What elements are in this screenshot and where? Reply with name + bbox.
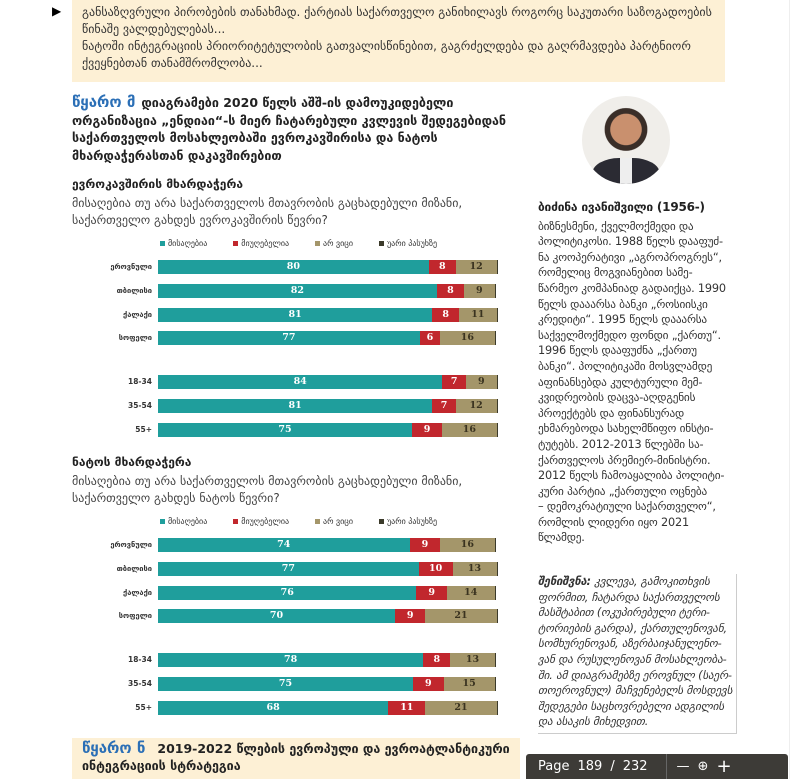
scrollbar[interactable]: [789, 0, 798, 779]
bar-segment: [497, 609, 499, 623]
note-line: ში. ამ დიაგრამებზე ეროვნულ (საერ-: [538, 668, 732, 682]
legend-swatch: [315, 519, 320, 524]
category-label: სოფელი: [118, 333, 152, 342]
legend-label: მისაღებია: [168, 239, 208, 248]
legend-swatch: [379, 241, 384, 246]
bar-segment: 14: [447, 586, 495, 600]
bio-line: ეხმარებოდა სახელმწიფო ინსტი-: [538, 422, 714, 436]
bio-line: ნა კოოპერატივი „აგროპროგრეს“,: [538, 250, 722, 264]
toolbar-divider: [666, 754, 667, 779]
note-line: თოეროვნულ) მაჩვენებელს მოსდევს: [538, 684, 733, 698]
bio-line: პოლიტიკოსი. 1988 წელს დააფუძ-: [538, 235, 723, 249]
bar-segment: 70: [158, 609, 395, 623]
stacked-bar: [158, 399, 498, 413]
stacked-bar: [158, 538, 498, 552]
page-separator: /: [610, 759, 615, 774]
bio-line: რომელიც მოგვიანებით სამე-: [538, 266, 693, 280]
stacked-bar: [158, 308, 498, 322]
legend-label: უარი პასუხზე: [386, 239, 438, 248]
bar-segment: [495, 538, 497, 552]
bar-segment: 16: [442, 423, 496, 437]
note-line: ფორმით, ჩატარდა საქართველოს: [538, 590, 720, 604]
category-label: 35-54: [128, 401, 152, 410]
bar-segment: 9: [464, 284, 495, 298]
bar-segment: [497, 562, 499, 576]
note-line: [538, 574, 732, 590]
chart-row: [90, 308, 505, 322]
bio-line: წელს დააარსა ბანკი „როსიისკი: [538, 297, 708, 311]
bar-segment: 7: [442, 375, 466, 389]
stacked-bar: [158, 562, 498, 576]
category-label: სოფელი: [118, 611, 152, 620]
chart-legend-eu: [160, 239, 437, 248]
bar-segment: 76: [158, 586, 416, 600]
bar-segment: 9: [395, 609, 425, 623]
stacked-bar: [158, 653, 498, 667]
chart-row: [90, 701, 505, 715]
zoom-in-button[interactable]: +: [716, 756, 732, 777]
bio-line: ბიზნესმენი, ქველმოქმედი და: [538, 219, 694, 233]
eu-heading: ევროკავშირის მხარდაჭერა: [72, 177, 243, 191]
note-label: შენიშვნა:: [538, 575, 591, 588]
bar-segment: 12: [456, 260, 497, 274]
chart-row: [90, 653, 505, 667]
bar-segment: 9: [413, 677, 444, 691]
bar-segment: 80: [158, 260, 429, 274]
bar-segment: 77: [158, 562, 419, 576]
collapse-arrow-icon[interactable]: ▶: [52, 4, 62, 18]
quote-line: ნატოში ინტეგრაციის პრიორიტეტულობის გათვალისწინებით, გაგრძელდება და გაღრმავდება პარტნიორ ქვეყნებთან თანამშრომლობა...: [82, 39, 691, 70]
chart-row: [90, 562, 505, 576]
bar-segment: 75: [158, 677, 413, 691]
legend-label: მისაღებია: [168, 517, 208, 526]
bar-segment: 9: [416, 586, 447, 600]
page-label: Page: [538, 759, 570, 774]
zoom-out-button[interactable]: —: [676, 759, 690, 774]
total-pages: 232: [622, 759, 648, 774]
note-line: მასშტაბით (ოკუპირებული ტერი-: [538, 606, 710, 620]
legend-swatch: [160, 519, 165, 524]
source-tag: წყარო მ: [72, 93, 136, 111]
category-label: ეროვნული: [110, 540, 152, 549]
bio-line: კრედიტი“. 1995 წელს დააარსა: [538, 313, 707, 327]
category-label: 35-54: [128, 679, 152, 688]
bar-segment: [497, 308, 499, 322]
bar-segment: [495, 284, 497, 298]
stacked-bar: [158, 701, 498, 715]
chart-legend-nato: [160, 517, 437, 526]
legend-label: მიუღებელია: [241, 517, 290, 526]
category-label: 18-34: [128, 377, 152, 386]
legend-item: [233, 239, 289, 248]
chart-row: [90, 586, 505, 600]
bio-line: პროექტებს და ფინანსურად: [538, 406, 685, 420]
legend-item: [379, 239, 437, 248]
bar-segment: [495, 331, 497, 345]
legend-label: უარი პასუხზე: [386, 517, 438, 526]
source-heading: [72, 94, 527, 164]
next-source-tag: წყარო ნ: [82, 739, 146, 757]
note-text: კვლევა, გამოკითხვის: [590, 575, 710, 588]
category-label: 55+: [135, 425, 152, 434]
next-source-heading: [72, 738, 520, 779]
bar-segment: 13: [453, 562, 497, 576]
bar-segment: 12: [456, 399, 497, 413]
chart-row: [90, 284, 505, 298]
bar-segment: 74: [158, 538, 410, 552]
bio-line: ტუტებს. 2012-2013 წლებში სა-: [538, 437, 704, 451]
bar-segment: 13: [450, 653, 494, 667]
bar-segment: 75: [158, 423, 412, 437]
bar-segment: 81: [158, 308, 432, 322]
legend-item: [160, 239, 207, 248]
bio-line: აფინანსებდა კულტურული მემ-: [538, 375, 703, 389]
bar-segment: 21: [425, 701, 496, 715]
note-box: [538, 574, 737, 734]
chart-row: [90, 423, 505, 437]
bio-line: 1996 წელს დააფუძნა „ქართუ: [538, 344, 697, 358]
bio-line: საქველმოქმედო ფონდი „ქართუ“.: [538, 328, 721, 342]
bar-segment: 8: [423, 653, 450, 667]
bar-segment: 9: [410, 538, 441, 552]
note-line: ვან და რუსულენოვან მოსახლეობა-: [538, 652, 727, 666]
bar-segment: 16: [440, 538, 494, 552]
category-label: ეროვნული: [110, 262, 152, 271]
bio-name: ბიძინა ივანიშვილი (1956-): [538, 200, 705, 214]
bar-segment: 8: [429, 260, 456, 274]
chart-row: [90, 260, 505, 274]
legend-swatch: [160, 241, 165, 246]
category-label: ქალაქი: [123, 310, 152, 319]
bio-line: – დემოკრატიული საქართველო“,: [538, 500, 716, 514]
bio-line: წლამდე.: [538, 531, 585, 545]
portrait-photo: [582, 96, 670, 184]
legend-label: არ ვიცი: [323, 239, 353, 248]
chart-row: [90, 375, 505, 389]
category-label: 55+: [135, 703, 152, 712]
bar-segment: 9: [466, 375, 496, 389]
nato-question: მისაღებია თუ არა საქართველოს მთავრობის გაცხადებული მიზანი, საქართველო გახდეს ნატოს წევრი?: [72, 474, 463, 505]
legend-item: [233, 517, 289, 526]
bar-segment: [497, 375, 499, 389]
bar-segment: 16: [440, 331, 494, 345]
legend-item: [315, 239, 353, 248]
bar-segment: 78: [158, 653, 423, 667]
bio-line: რომლის ლიდერი იყო 2021: [538, 515, 689, 529]
bar-segment: 21: [425, 609, 496, 623]
chart-row: [90, 399, 505, 413]
bar-segment: 11: [388, 701, 425, 715]
next-source-title: 2019-2022 წლების ევროპული და ევროატლანტიკური ინტეგრაციის სტრატეგია: [82, 741, 510, 773]
bar-segment: 10: [419, 562, 453, 576]
stacked-bar: [158, 423, 498, 437]
legend-item: [160, 517, 207, 526]
quote-box: [72, 0, 725, 82]
bar-segment: 77: [158, 331, 420, 345]
stacked-bar: [158, 260, 498, 274]
bar-segment: [495, 586, 497, 600]
bio-line: 2012 წელს ჩამოაყალიბა პოლიტი-: [538, 469, 725, 483]
quote-line: განსაზღვრული პირობების თანახმად. ქარტიას საქართველო განიხილავს როგორც საკუთარი საზოგადოების წინაშე ვალდებულებას...: [82, 5, 712, 36]
legend-swatch: [233, 241, 238, 246]
stacked-bar: [158, 331, 498, 345]
bar-segment: 7: [432, 399, 456, 413]
legend-swatch: [233, 519, 238, 524]
pdf-toolbar: [526, 754, 788, 779]
bio-line: კვიდრეობის დაცვა-აღდგენის: [538, 391, 696, 405]
legend-label: მიუღებელია: [241, 239, 290, 248]
chart-row: [90, 331, 505, 345]
note-line: შედეგები საცხოვრებელი ადგილის: [538, 699, 724, 713]
note-line: ტორიების გარდა), ქართულენოვან,: [538, 621, 727, 635]
stacked-bar: [158, 284, 498, 298]
bio-line: კური პარტია „ქართული ოცნება: [538, 484, 708, 498]
eu-question: მისაღებია თუ არა საქართველოს მთავრობის გაცხადებული მიზანი, საქართველო გახდეს ევროკავშირის წევრი?: [72, 196, 463, 227]
legend-item: [315, 517, 353, 526]
note-line: სომხურენოვან, აზერბაიჯანულენო-: [538, 637, 722, 651]
category-label: 18-34: [128, 655, 152, 664]
chart-row: [90, 677, 505, 691]
legend-label: არ ვიცი: [323, 517, 353, 526]
source-title: დიაგრამები 2020 წელს აშშ-ის დამოუკიდებელი ორგანიზაცია „ენდიაი“-ს მიერ ჩატარებული კვლევის შედეგებიდან საქართველოს მოსახლეობაში ევროკავშირისა და ნატოს მხარდაჭერასთან დაკავშირებით: [72, 95, 507, 163]
bar-segment: 6: [420, 331, 440, 345]
chart-row: [90, 538, 505, 552]
bar-segment: 15: [444, 677, 495, 691]
stacked-bar: [158, 586, 498, 600]
legend-swatch: [315, 241, 320, 246]
stacked-bar: [158, 609, 498, 623]
nato-heading: ნატოს მხარდაჭერა: [72, 455, 192, 469]
note-line: და ასაკის მიხედვით.: [538, 715, 649, 729]
bio-line: ბანკი“. პოლიტიკაში მოსვლამდე: [538, 359, 713, 373]
bio-line: ქართველოს პრემიერ-მინისტრი.: [538, 453, 711, 467]
stacked-bar: [158, 677, 498, 691]
bar-segment: [497, 701, 499, 715]
bio-line: წარმეო კომპანიად გადაიქცა. 1990: [538, 281, 726, 295]
zoom-icon[interactable]: ⊕: [697, 759, 709, 774]
bio-sidebar: [538, 200, 726, 546]
bar-segment: 84: [158, 375, 442, 389]
bar-segment: 8: [437, 284, 464, 298]
category-label: თბილისი: [116, 286, 152, 295]
bar-segment: 8: [432, 308, 459, 322]
bar-segment: 9: [412, 423, 442, 437]
bar-segment: [495, 653, 497, 667]
chart-row: [90, 609, 505, 623]
current-page-input[interactable]: 189: [577, 759, 603, 774]
bar-segment: [495, 677, 497, 691]
bar-segment: 82: [158, 284, 437, 298]
bar-segment: [497, 423, 499, 437]
bar-segment: 81: [158, 399, 432, 413]
legend-item: [379, 517, 437, 526]
bar-segment: [497, 260, 499, 274]
category-label: ქალაქი: [123, 588, 152, 597]
category-label: თბილისი: [116, 564, 152, 573]
bar-segment: [497, 399, 499, 413]
legend-swatch: [379, 519, 384, 524]
bar-segment: 11: [459, 308, 496, 322]
stacked-bar: [158, 375, 498, 389]
bar-segment: 68: [158, 701, 388, 715]
